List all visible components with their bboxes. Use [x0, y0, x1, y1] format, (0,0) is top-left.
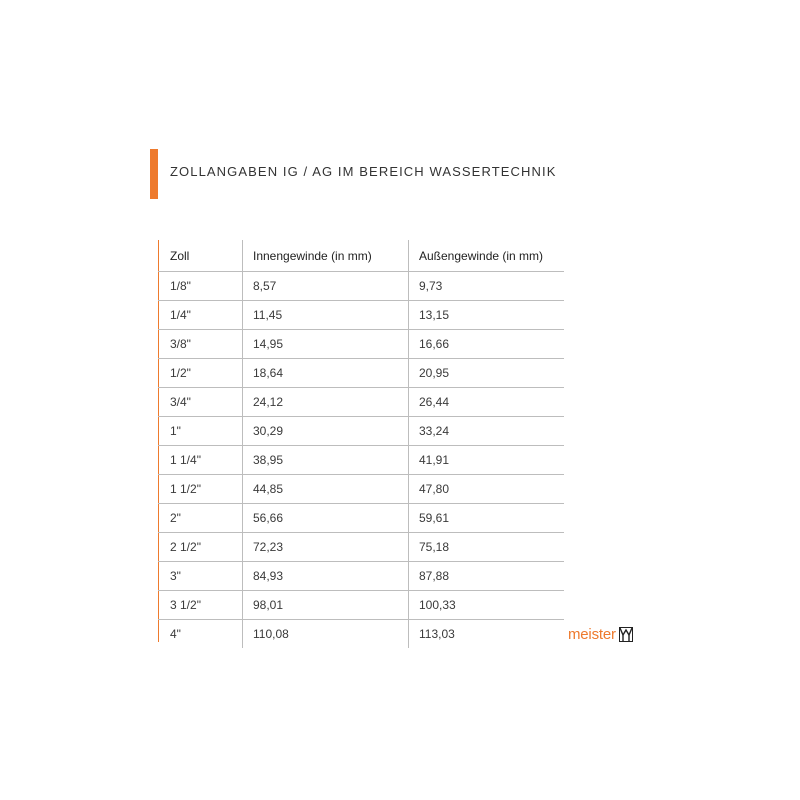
cell-aussengewinde: 87,88 [409, 562, 565, 591]
cell-innengewinde: 110,08 [243, 620, 409, 649]
table-row [158, 533, 564, 562]
title-accent-bar [150, 149, 158, 199]
cell-aussengewinde: 75,18 [409, 533, 565, 562]
table-row [158, 272, 564, 301]
cell-zoll: 1" [158, 417, 243, 446]
cell-aussengewinde: 113,03 [409, 620, 565, 649]
table-row [158, 301, 564, 330]
cell-innengewinde: 11,45 [243, 301, 409, 330]
table-body [158, 272, 564, 649]
cell-aussengewinde: 59,61 [409, 504, 565, 533]
cell-zoll: 4" [170, 627, 181, 641]
cell-innengewinde: 84,93 [243, 562, 409, 591]
column-header-aussengewinde: Außengewinde (in mm) [409, 240, 565, 272]
cell-zoll: 1 1/4" [158, 446, 243, 475]
cell-zoll: 1/2" [158, 359, 243, 388]
cell-zoll: 1 1/2" [158, 475, 243, 504]
cell-zoll: 2" [158, 504, 243, 533]
page-title: ZOLLANGABEN IG / AG IM BEREICH WASSERTECHNIK [170, 164, 557, 179]
cell-aussengewinde: 33,24 [409, 417, 565, 446]
cell-zoll: 3 1/2" [158, 591, 243, 620]
table-row [158, 330, 564, 359]
cell-innengewinde: 56,66 [243, 504, 409, 533]
column-header-innengewinde: Innengewinde (in mm) [243, 240, 409, 272]
cell-aussengewinde: 41,91 [409, 446, 565, 475]
cell-zoll: 3/4" [158, 388, 243, 417]
cell-aussengewinde: 47,80 [409, 475, 565, 504]
table-row [158, 475, 564, 504]
cell-aussengewinde: 20,95 [409, 359, 565, 388]
cell-aussengewinde: 16,66 [409, 330, 565, 359]
cell-innengewinde: 38,95 [243, 446, 409, 475]
cell-innengewinde: 24,12 [243, 388, 409, 417]
cell-aussengewinde: 13,15 [409, 301, 565, 330]
cell-zoll: 3" [158, 562, 243, 591]
cell-innengewinde: 18,64 [243, 359, 409, 388]
cell-zoll: 2 1/2" [158, 533, 243, 562]
table-row [158, 446, 564, 475]
meister-m-logo-icon [619, 627, 633, 642]
table-row [158, 620, 564, 649]
table-row [158, 562, 564, 591]
table-row [158, 504, 564, 533]
column-header-zoll: Zoll [158, 240, 243, 272]
cell-innengewinde: 8,57 [243, 272, 409, 301]
table-row [158, 388, 564, 417]
cell-aussengewinde: 26,44 [409, 388, 565, 417]
table-row [158, 417, 564, 446]
cell-aussengewinde: 100,33 [409, 591, 565, 620]
cell-zoll: 1/8" [158, 272, 243, 301]
cell-innengewinde: 98,01 [243, 591, 409, 620]
logo-wordmark: meister [568, 625, 616, 643]
cell-innengewinde: 30,29 [243, 417, 409, 446]
table-row [158, 359, 564, 388]
table-header-row [158, 240, 564, 272]
cell-aussengewinde: 9,73 [409, 272, 565, 301]
cell-innengewinde: 14,95 [243, 330, 409, 359]
cell-innengewinde: 72,23 [243, 533, 409, 562]
table-row [158, 591, 564, 620]
thread-size-table [158, 240, 564, 648]
meister-logo [568, 624, 633, 644]
cell-zoll: 3/8" [158, 330, 243, 359]
cell-zoll: 1/4" [158, 301, 243, 330]
thread-table-container [158, 240, 564, 648]
cell-innengewinde: 44,85 [243, 475, 409, 504]
